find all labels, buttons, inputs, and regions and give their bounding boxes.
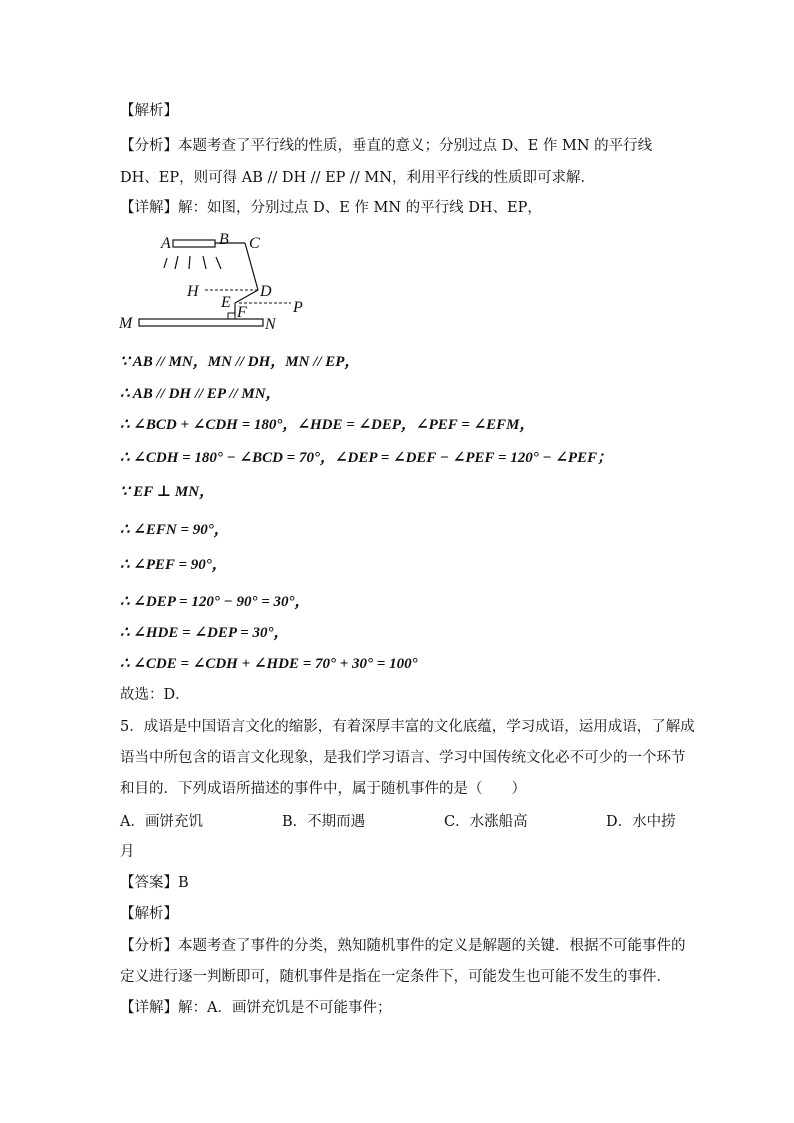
q5-line-1: 5．成语是中国语言文化的缩影，有着深厚丰富的文化底蕴，学习成语，运用成语，了解成 xyxy=(120,719,695,735)
q5-option-d: D．水中捞 xyxy=(606,814,676,830)
label-p: P xyxy=(293,299,303,316)
label-a: A xyxy=(161,235,171,252)
q5-option-b: B．不期而遇 xyxy=(282,814,366,830)
geometry-figure xyxy=(115,228,315,338)
step-9: ∴ ∠HDE = ∠DEP = 30°， xyxy=(120,625,289,641)
step-1: ∵ AB // MN，MN // DH，MN // EP， xyxy=(120,354,360,370)
step-2: ∴ AB // DH // EP // MN， xyxy=(120,386,281,402)
q5-analysis-line-1: 【分析】本题考查了事件的分类，熟知随机事件的定义是解题的关键．根据不可能事件的 xyxy=(120,938,686,954)
label-f: F xyxy=(237,304,247,321)
label-n: N xyxy=(265,316,276,333)
label-b: B xyxy=(219,231,229,248)
label-c: C xyxy=(249,235,260,252)
q5-option-c: C．水涨船高 xyxy=(444,814,528,830)
q5-option-wrap: 月 xyxy=(120,844,135,860)
analysis-line-2: DH、EP，则可得 AB // DH // EP // MN，利用平行线的性质即可求解． xyxy=(120,170,595,186)
step-6: ∴ ∠EFN = 90°， xyxy=(120,522,229,538)
q5-analysis-heading: 【解析】 xyxy=(120,906,178,922)
label-h: H xyxy=(187,283,199,300)
step-4: ∴ ∠CDH = 180° − ∠BCD = 70°，∠DEP = ∠DEF − ∠PEF = 120° − ∠PEF； xyxy=(120,450,613,466)
analysis-heading: 【解析】 xyxy=(120,103,178,119)
q5-analysis-line-2: 定义进行逐一判断即可，随机事件是指在一定条件下，可能发生也可能不发生的事件． xyxy=(120,969,671,985)
label-d: D xyxy=(260,283,272,300)
step-8: ∴ ∠DEP = 120° − 90° = 30°， xyxy=(120,594,310,610)
q5-option-a: A．画饼充饥 xyxy=(120,814,203,830)
q5-line-3: 和目的．下列成语所描述的事件中，属于随机事件的是（ ） xyxy=(120,781,526,797)
analysis-line-1: 【分析】本题考查了平行线的性质，垂直的意义；分别过点 D、E 作 MN 的平行线 xyxy=(120,138,653,154)
step-5: ∵ EF ⊥ MN， xyxy=(120,484,215,500)
solution-intro: 【详解】解：如图，分别过点 D、E 作 MN 的平行线 DH、EP， xyxy=(120,200,542,216)
choice-line: 故选：D． xyxy=(120,687,190,703)
step-3: ∴ ∠BCD + ∠CDH = 180°，∠HDE = ∠DEP，∠PEF = ∠EFM， xyxy=(120,417,535,433)
q5-answer: 【答案】B xyxy=(120,875,189,891)
label-e: E xyxy=(221,294,231,311)
q5-solution-line: 【详解】解：A．画饼充饥是不可能事件； xyxy=(120,1000,392,1016)
label-m: M xyxy=(119,315,133,332)
step-7: ∴ ∠PEF = 90°， xyxy=(120,557,227,573)
step-10: ∴ ∠CDE = ∠CDH + ∠HDE = 70° + 30° = 100° xyxy=(120,656,418,672)
q5-line-2: 语当中所包含的语言文化现象，是我们学习语言、学习中国传统文化必不可少的一个环节 xyxy=(120,750,686,766)
